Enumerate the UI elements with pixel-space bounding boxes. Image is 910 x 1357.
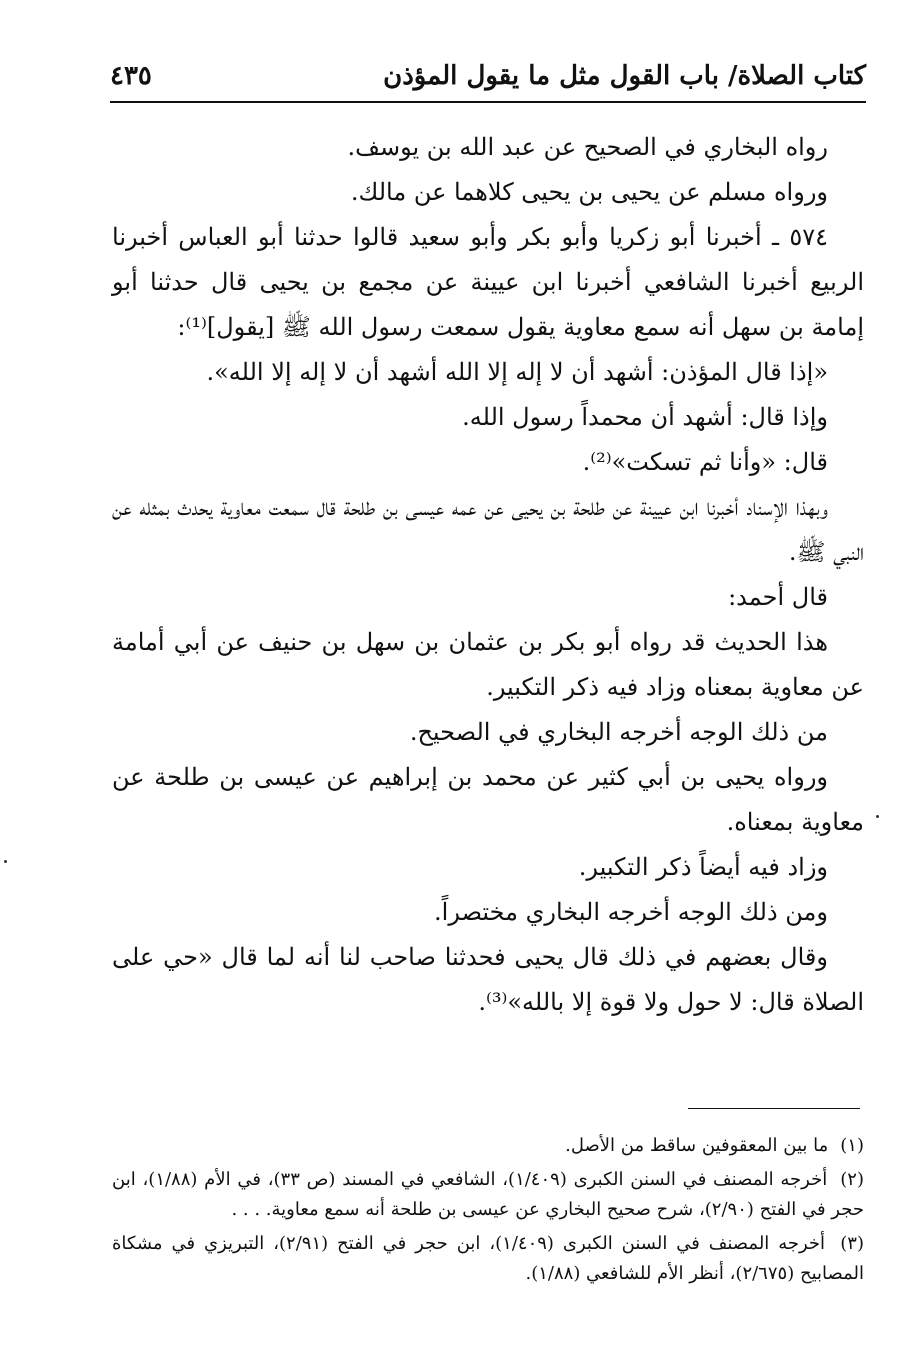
page-header: [110, 58, 866, 98]
paragraph-4: «إذا قال المؤذن: أشهد أن لا إله إلا الله أشهد أن لا إله إلا الله».: [206, 358, 828, 386]
footnotes: [112, 1131, 864, 1293]
footnote-number: (٣): [840, 1233, 864, 1254]
paragraph-8: قال أحمد:: [728, 583, 828, 611]
paragraph-13: ومن ذلك الوجه أخرجه البخاري مختصراً.: [434, 898, 828, 926]
paragraph-7: وبهذا الإسناد أخبرنا ابن عيينة عن طلحة بن يحيى عن عمه عيسى بن طلحة قال سمعت معاوية يحدث بمثله عن النبي ﷺ.: [112, 493, 864, 566]
paragraph-9: هذا الحديث قد رواه أبو بكر بن عثمان بن سهل بن حنيف عن أبي أمامة عن معاوية بمعناه وزاد فيه ذكر التكبير.: [112, 628, 864, 701]
paragraph-6: قال: «وأنا ثم تسكت»⁽²⁾.: [582, 448, 828, 476]
footnote-3: [112, 1229, 864, 1289]
footnote-text: أخرجه المصنف في السنن الكبرى (١/٤٠٩)، ابن حجر في الفتح (٢/٩١)، التبريزي في مشكاة المصابيح (٢/٦٧٥)، أنظر الأم للشافعي (١/٨٨).: [112, 1233, 864, 1284]
footnote-2: [112, 1165, 864, 1225]
paragraph-14: وقال بعضهم في ذلك قال يحيى فحدثنا صاحب لنا أنه لما قال «حي على الصلاة قال: لا حول ولا قوة إلا بالله»⁽³⁾.: [112, 943, 864, 1016]
paragraph-11: ورواه يحيى بن أبي كثير عن محمد بن إبراهيم عن عيسى بن طلحة عن معاوية بمعناه.: [112, 763, 864, 836]
main-text: [112, 125, 864, 1025]
footnote-number: (١): [840, 1135, 864, 1156]
paragraph-5: وإذا قال: أشهد أن محمداً رسول الله.: [462, 403, 828, 431]
footnote-number: (٢): [840, 1169, 864, 1190]
footnote-text: أخرجه المصنف في السنن الكبرى (١/٤٠٩)، الشافعي في المسند (ص ٣٣)، في الأم (١/٨٨)، ابن حجر في الفتح (٢/٩٠)، شرح صحيح البخاري عن عيسى بن طلحة أنه سمع معاوية. . . .: [112, 1169, 864, 1220]
hadith-574-chain: ٥٧٤ ـ أخبرنا أبو زكريا وأبو بكر وأبو سعيد قالوا حدثنا أبو العباس أخبرنا الربيع أخبرنا الشافعي أخبرنا ابن عيينة عن مجمع بن يحيى قال حدثنا أبو إمامة بن سهل أنه سمع معاوية يقول سمعت رسول الله ﷺ [يقول]⁽¹⁾:: [112, 223, 864, 341]
footnote-rule: [688, 1108, 860, 1109]
scan-speck: [4, 860, 7, 863]
paragraph-2: ورواه مسلم عن يحيى بن يحيى كلاهما عن مالك.: [350, 178, 828, 206]
header-rule: [110, 101, 866, 103]
running-title: كتاب الصلاة/ باب القول مثل ما يقول المؤذن: [383, 61, 866, 91]
footnote-1: [112, 1131, 864, 1161]
paragraph-10: من ذلك الوجه أخرجه البخاري في الصحيح.: [409, 718, 828, 746]
scan-speck: [876, 815, 879, 818]
paragraph-1: رواه البخاري في الصحيح عن عبد الله بن يوسف.: [347, 133, 828, 161]
paragraph-12: وزاد فيه أيضاً ذكر التكبير.: [578, 853, 828, 881]
page-number: ٤٣٥: [110, 61, 152, 91]
footnote-text: ما بين المعقوفين ساقط من الأصل.: [565, 1135, 829, 1156]
